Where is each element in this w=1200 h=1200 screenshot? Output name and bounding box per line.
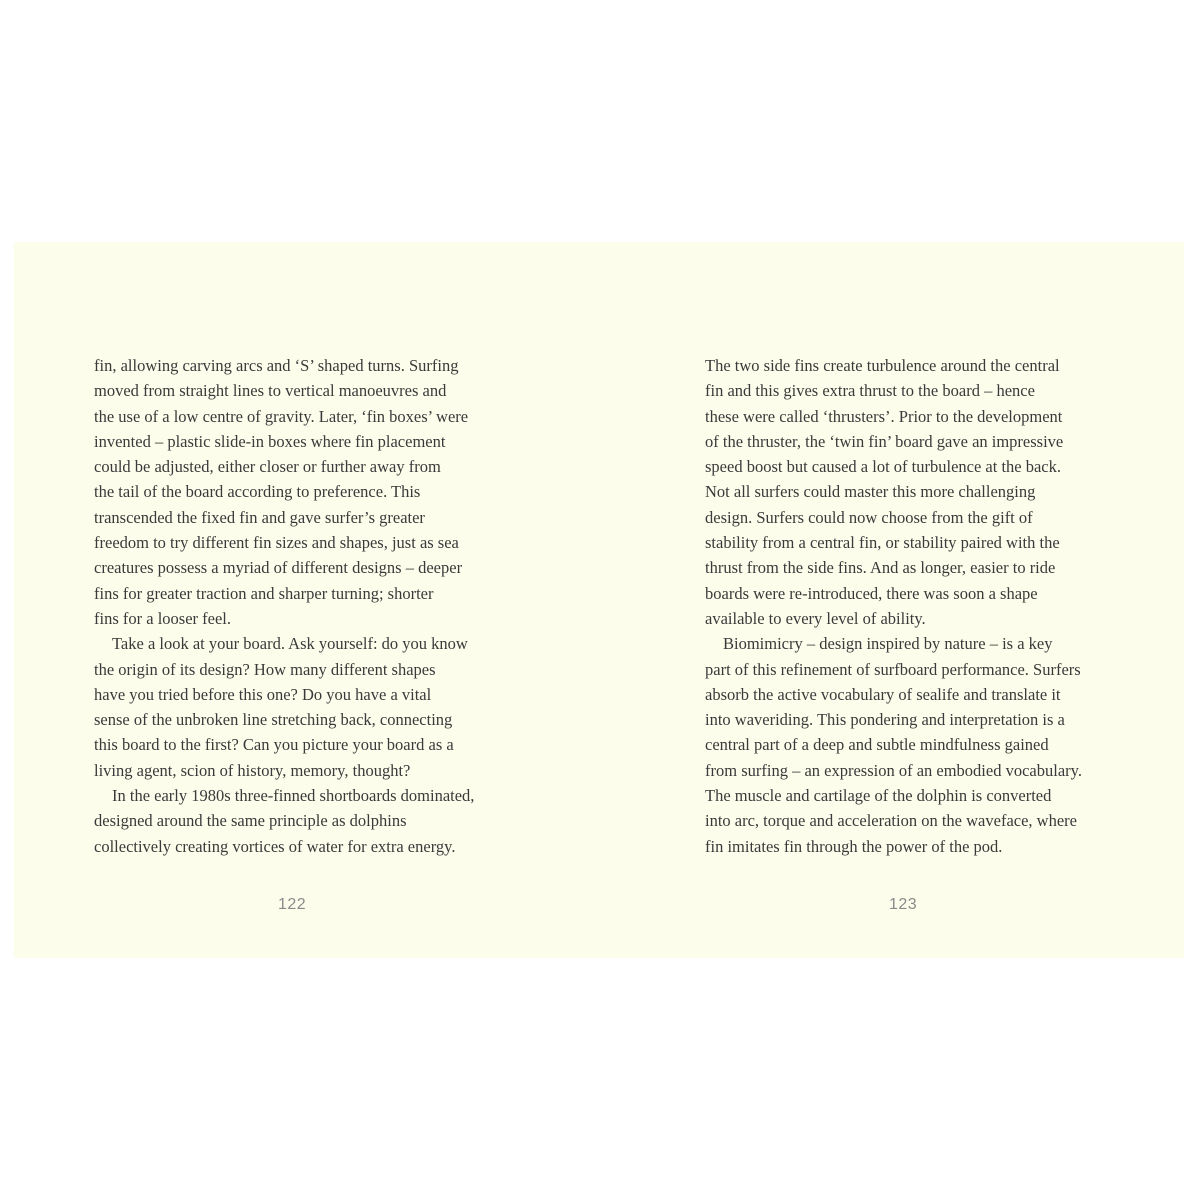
text-line: Take a look at your board. Ask yourself: do you know (112, 634, 468, 654)
right-page-body-text (705, 353, 1125, 859)
text-line: Not all surfers could master this more challenging (705, 482, 1036, 502)
text-line: The two side fins create turbulence around the central (705, 356, 1060, 375)
text-line: design. Surfers could now choose from the gift of (705, 507, 1033, 527)
text-line: could be adjusted, either closer or further away from (94, 457, 441, 477)
text-line: creatures possess a myriad of different designs – deeper (94, 558, 463, 578)
text-line: into waveriding. This pondering and interpretation is a (705, 710, 1065, 730)
text-line: thrust from the side fins. And as longer, easier to ride (705, 558, 1056, 578)
text-line: invented – plastic slide-in boxes where fin placement (94, 431, 446, 451)
right-page (599, 242, 1184, 958)
text-line: In the early 1980s three-finned shortboards dominated, (112, 786, 475, 806)
text-line: sense of the unbroken line stretching back, connecting (94, 710, 453, 730)
text-line: this board to the first? Can you picture your board as a (94, 735, 454, 755)
text-line: speed boost but caused a lot of turbulence at the back. (705, 457, 1062, 477)
text-line: boards were re-introduced, there was soon a shape (705, 583, 1038, 603)
text-line: fin imitates fin through the power of the pod. (705, 836, 1003, 856)
text-line: freedom to try different fin sizes and shapes, just as sea (94, 533, 459, 553)
page-number: 122 (278, 896, 307, 913)
text-line: part of this refinement of surfboard performance. Surfers (705, 659, 1081, 679)
text-line: transcended the fixed fin and gave surfer’s greater (94, 507, 425, 527)
text-line: living agent, scion of history, memory, thought? (94, 760, 411, 780)
text-line: The muscle and cartilage of the dolphin is converted (705, 786, 1052, 806)
text-line: into arc, torque and acceleration on the waveface, where (705, 811, 1077, 831)
text-line: available to every level of ability. (705, 608, 926, 628)
text-line: fins for a looser feel. (94, 608, 231, 628)
text-line: have you tried before this one? Do you have a vital (94, 684, 432, 704)
text-line: of the thruster, the ‘twin fin’ board gave an impressive (705, 431, 1064, 451)
text-line: stability from a central fin, or stability paired with the (705, 533, 1060, 553)
text-line: fin and this gives extra thrust to the board – hence (705, 381, 1035, 401)
text-line: these were called ‘thrusters’. Prior to the development (705, 406, 1063, 426)
text-line: fin, allowing carving arcs and ‘S’ shaped turns. Surfing (94, 356, 459, 375)
text-line: the tail of the board according to preference. This (94, 482, 421, 502)
left-page (14, 242, 599, 958)
text-line: absorb the active vocabulary of sealife and translate it (705, 684, 1061, 704)
text-line: central part of a deep and subtle mindfulness gained (705, 735, 1049, 755)
text-line: from surfing – an expression of an embodied vocabulary. (705, 760, 1082, 780)
left-page-body-text (94, 353, 514, 859)
book-spread (14, 242, 1184, 958)
page-number: 123 (889, 896, 918, 913)
text-line: the origin of its design? How many different shapes (94, 659, 436, 679)
text-line: collectively creating vortices of water for extra energy. (94, 836, 456, 856)
text-line: moved from straight lines to vertical manoeuvres and (94, 381, 447, 401)
text-line: designed around the same principle as dolphins (94, 811, 407, 831)
text-line: fins for greater traction and sharper turning; shorter (94, 583, 434, 603)
text-line: the use of a low centre of gravity. Later, ‘fin boxes’ were (94, 406, 469, 426)
text-line: Biomimicry – design inspired by nature – is a key (723, 634, 1053, 654)
